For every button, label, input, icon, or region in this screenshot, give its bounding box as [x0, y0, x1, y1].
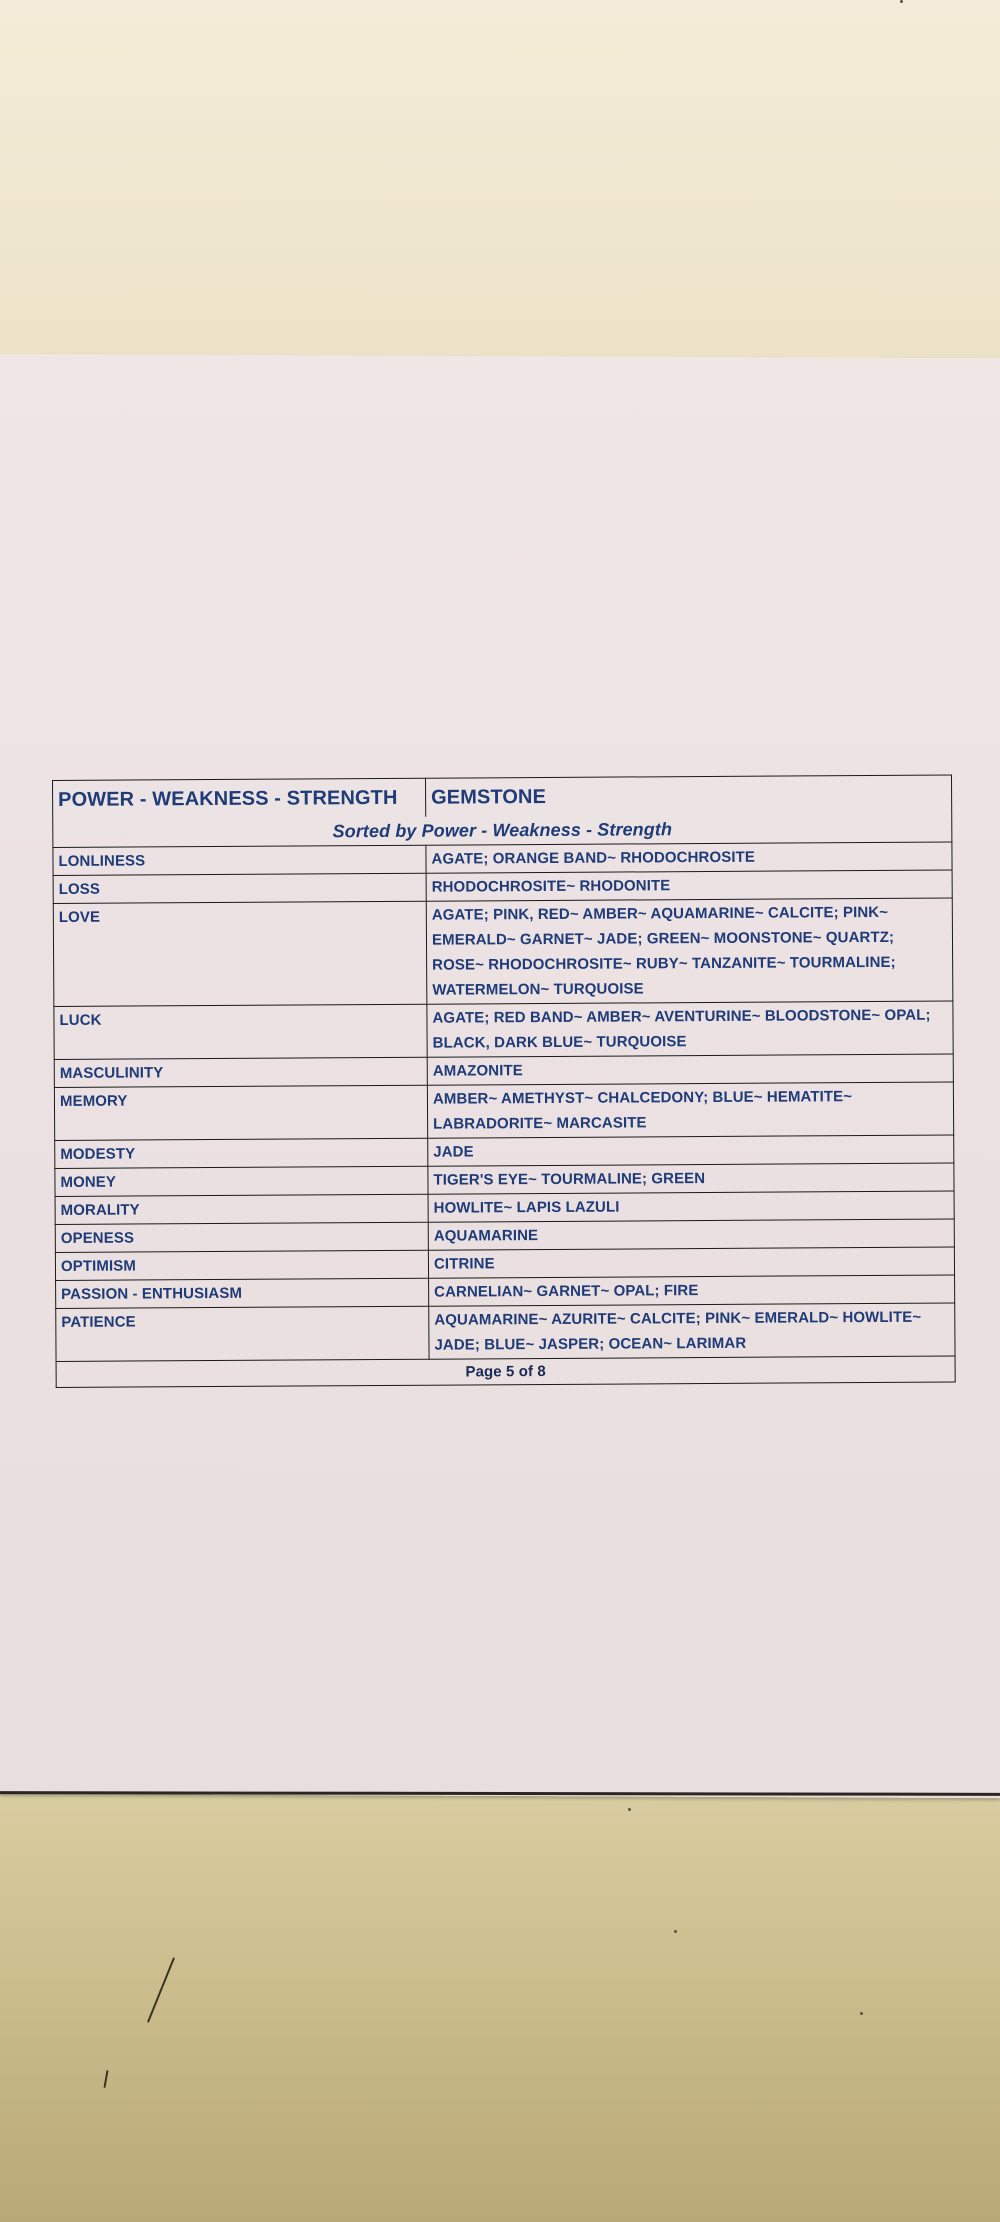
wall-background	[0, 0, 1000, 372]
gemstone-cell: JADE	[428, 1135, 954, 1166]
power-cell: PASSION - ENTHUSIASM	[56, 1278, 429, 1308]
gemstone-cell: AMAZONITE	[427, 1054, 953, 1085]
power-cell: PATIENCE	[56, 1306, 429, 1361]
power-cell: MASCULINITY	[54, 1057, 427, 1087]
page-number: Page 5 of 8	[56, 1356, 955, 1387]
table-row	[54, 1082, 953, 1140]
gemstone-cell: AGATE; RED BAND~ AMBER~ AVENTURINE~ BLOODSTONE~ OPAL; BLACK, DARK BLUE~ TURQUOISE	[427, 1001, 953, 1057]
gemstone-cell: CITRINE	[428, 1247, 954, 1278]
footer-row	[56, 1356, 955, 1387]
gemstone-cell: CARNELIAN~ GARNET~ OPAL; FIRE	[429, 1275, 955, 1306]
floor-speck	[860, 2012, 863, 2015]
floor-speck	[628, 1808, 631, 1811]
gemstone-cell: RHODOCHROSITE~ RHODONITE	[426, 870, 952, 901]
power-cell: LOVE	[53, 901, 427, 1006]
gemstone-cell: TIGER'S EYE~ TOURMALINE; GREEN	[428, 1163, 954, 1194]
gemstone-table	[52, 775, 956, 1388]
power-cell: MEMORY	[54, 1085, 427, 1140]
floor-background	[0, 1790, 1000, 2222]
wall-speck	[900, 0, 903, 3]
header-power: POWER - WEAKNESS - STRENGTH	[53, 778, 426, 819]
power-cell: MODESTY	[55, 1138, 428, 1168]
power-cell: OPENESS	[55, 1222, 428, 1252]
header-gemstone: GEMSTONE	[425, 775, 951, 817]
gemstone-cell: AGATE; PINK, RED~ AMBER~ AQUAMARINE~ CALCITE; PINK~ EMERALD~ GARNET~ JADE; GREEN~ MOONSTONE~ QUARTZ; ROSE~ RHODOCHROSITE~ RUBY~ TANZANITE~ TOURMALINE; WATERMELON~ TURQUOISE	[426, 898, 953, 1004]
gemstone-cell: AQUAMARINE	[428, 1219, 954, 1250]
power-cell: LOSS	[53, 873, 426, 903]
table-row	[54, 1001, 953, 1059]
gemstone-cell: AGATE; ORANGE BAND~ RHODOCHROSITE	[426, 842, 952, 873]
gemstone-cell: AQUAMARINE~ AZURITE~ CALCITE; PINK~ EMERALD~ HOWLITE~ JADE; BLUE~ JASPER; OCEAN~ LARIMAR	[429, 1303, 955, 1359]
gemstone-cell: HOWLITE~ LAPIS LAZULI	[428, 1191, 954, 1222]
table-row	[56, 1303, 955, 1361]
table-subtitle: Sorted by Power - Weakness - Strength	[53, 814, 952, 848]
floor-speck	[674, 1930, 677, 1933]
power-cell: LONLINESS	[53, 845, 426, 875]
power-cell: LUCK	[54, 1004, 427, 1059]
gemstone-cell: AMBER~ AMETHYST~ CHALCEDONY; BLUE~ HEMATITE~ LABRADORITE~ MARCASITE	[427, 1082, 953, 1138]
power-cell: MONEY	[55, 1166, 428, 1196]
table-header-row	[53, 775, 952, 819]
power-cell: OPTIMISM	[55, 1250, 428, 1280]
power-cell: MORALITY	[55, 1194, 428, 1224]
table-row	[53, 898, 953, 1006]
